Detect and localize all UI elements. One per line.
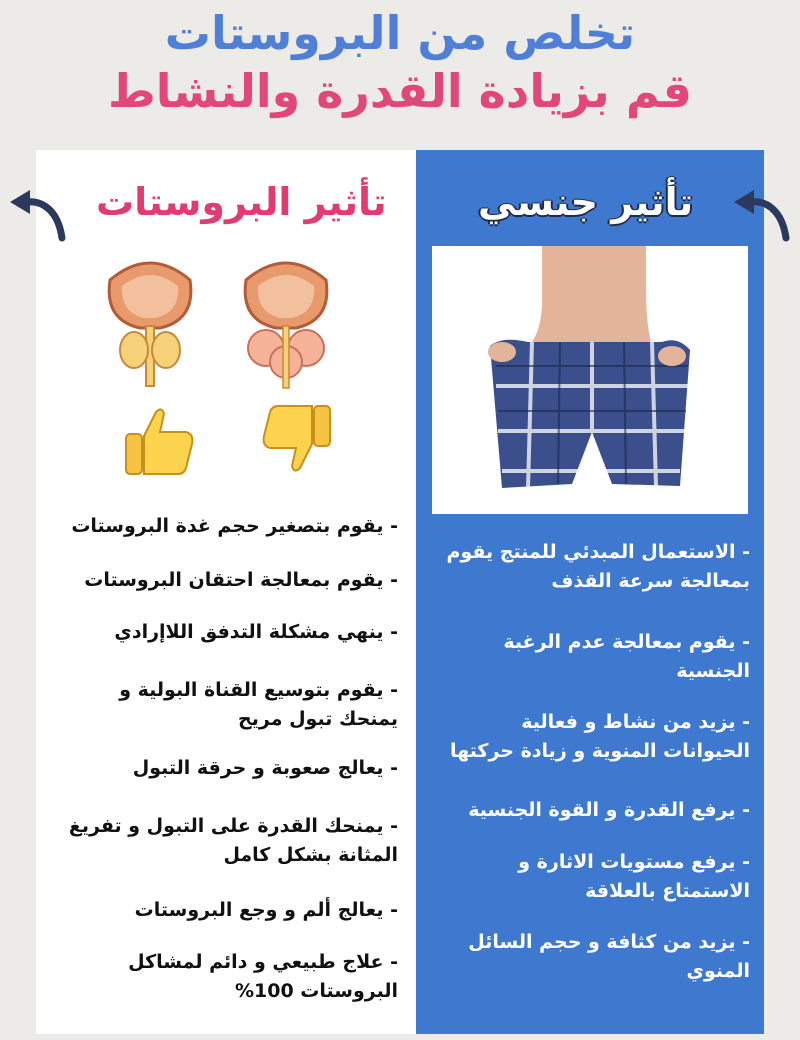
list-item: - يقوم بمعالجة احتقان البروستات [84,569,398,591]
list-item: - يعالج ألم و وجع البروستات [134,899,398,921]
thumbs-up-icon [120,400,200,480]
main-subtitle: قم بزيادة القدرة والنشاط [107,64,693,118]
list-item: - يقوم بتوسيع القناة البولية و يمنحك تبول مريح [119,679,398,730]
enlarged-prostate-icon [236,250,336,390]
list-item: - ينهي مشكلة التدفق اللاإرادي [114,621,398,643]
man-in-boxer-shorts-photo [432,246,748,514]
curved-arrow-left-icon [730,188,792,244]
list-item: - يزيد من كثافة و حجم السائل المنوي [468,931,750,982]
curved-arrow-left-icon [6,188,68,244]
prostate-effects-heading: تأثير البروستات [96,180,387,224]
list-item: - يقوم بمعالجة عدم الرغبة الجنسية [503,631,750,682]
thumbs-down-icon [256,400,336,480]
list-item: - علاج طبيعي و دائم لمشاكل البروستات 100% [128,951,398,1002]
main-title: تخلص من البروستات [164,6,636,60]
list-item: - يمنحك القدرة على التبول و تفريغ المثانة بشكل كامل [68,815,398,866]
list-item: - يرفع القدرة و القوة الجنسية [468,799,750,821]
list-item: - الاستعمال المبدئي للمنتج يقوم بمعالجة سرعة القذف [446,541,750,592]
list-item: - يقوم بتصغير حجم غدة البروستات [71,515,398,537]
list-item: - يعالج صعوبة و حرقة التبول [132,757,398,779]
healthy-prostate-icon [100,250,200,390]
sexual-effects-heading: تأثير جنسي [478,180,694,224]
list-item: - يزيد من نشاط و فعالية الحيوانات المنوية و زيادة حركتها [449,711,750,762]
list-item: - يرفع مستويات الاثارة و الاستمتاع بالعلاقة [518,851,750,902]
